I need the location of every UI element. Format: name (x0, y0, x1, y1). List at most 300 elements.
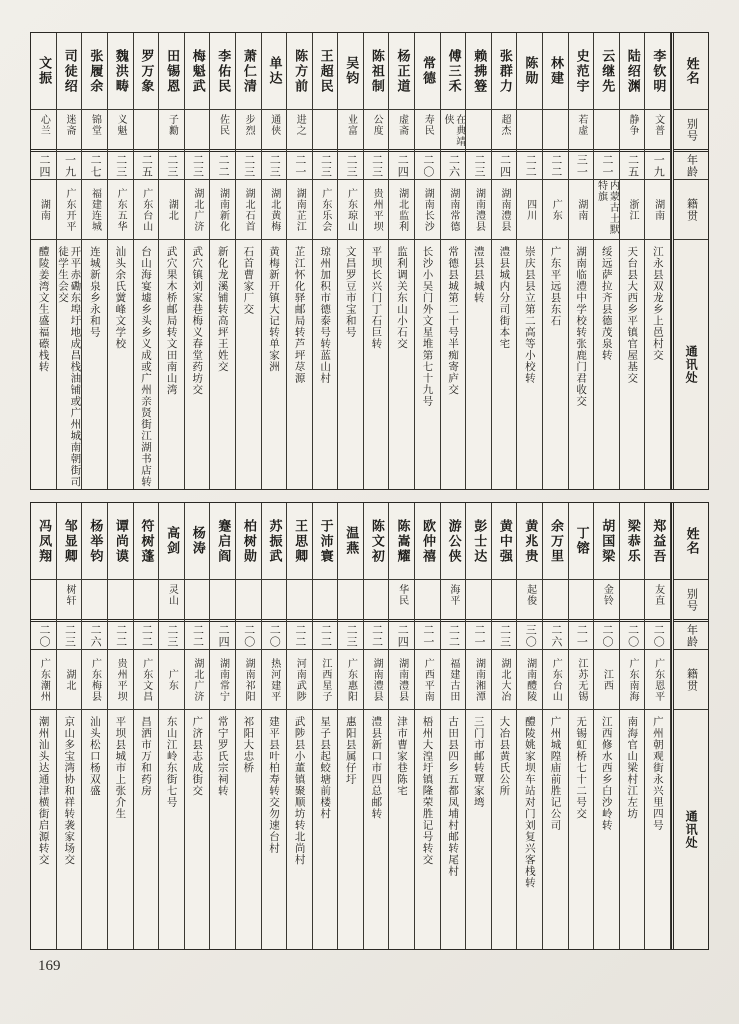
person-age-cell: 二三 (159, 619, 184, 649)
directory-table-bottom (30, 502, 709, 950)
person-alias-cell (620, 579, 645, 619)
person-alias-cell: 友直 (645, 579, 670, 619)
person-name-cell: 李钦明 (650, 48, 666, 94)
person-origin-cell: 广西平南 (415, 649, 440, 709)
person-addr-cell: 昌洒市万和药房 (134, 709, 159, 949)
person-alias-cell (262, 579, 287, 619)
person-addr-cell: 文昌罗豆市宝和号 (338, 239, 363, 489)
person-addr-cell: 东山江岭东街七号 (159, 709, 184, 949)
person-name-cell: 杨涛 (189, 526, 205, 556)
person-addr-cell: 连城新泉乡永和号 (82, 239, 107, 489)
person-age-cell: 二一 (415, 619, 440, 649)
person-origin-cell: 广东台山 (134, 179, 159, 239)
header-origin-label: 籍贯 (674, 649, 708, 709)
person-column (620, 503, 646, 949)
person-name-cell: 符树蓬 (138, 518, 154, 564)
person-addr-cell: 潮州汕头达通津横街启源转交 (31, 709, 56, 949)
person-age-cell: 二一 (569, 619, 594, 649)
person-column (108, 33, 134, 489)
person-name-cell: 陈方前 (292, 48, 308, 94)
person-name-cell: 史范宇 (573, 48, 589, 94)
header-addr-label: 通讯处 (674, 239, 708, 489)
person-addr-cell: 常德县城第二十号半痴寄庐交 (441, 239, 466, 489)
person-age-cell: 二六 (82, 619, 107, 649)
person-column (466, 503, 492, 949)
person-origin-cell: 湖北监利 (389, 179, 414, 239)
person-origin-cell: 湖南芷江 (287, 179, 312, 239)
person-origin-cell: 湖南常宁 (210, 649, 235, 709)
person-age-cell: 二七 (82, 149, 107, 179)
person-alias-cell (236, 579, 261, 619)
person-alias-cell (466, 579, 491, 619)
person-name-cell: 云继先 (599, 48, 615, 94)
person-addr-cell: 澧县城内分司街本宅 (492, 239, 517, 489)
person-age-cell: 二二 (517, 149, 542, 179)
person-column (210, 503, 236, 949)
person-alias-cell: 迷斋 (57, 109, 82, 149)
person-column (82, 503, 108, 949)
person-age-cell: 二四 (492, 149, 517, 179)
person-origin-cell: 广东琼山 (338, 179, 363, 239)
person-addr-cell: 绥远萨拉齐县德茂泉转 (594, 239, 619, 489)
person-addr-cell: 石首曹家厂交 (236, 239, 261, 489)
person-alias-cell: 静争 (620, 109, 645, 149)
person-age-cell: 二三 (236, 149, 261, 179)
person-origin-cell: 湖南澧县 (364, 649, 389, 709)
person-alias-cell: 进之 (287, 109, 312, 149)
person-alias-cell: 若虚 (569, 109, 594, 149)
person-column (415, 503, 441, 949)
person-addr-cell: 琼州加积市德泰号转蓝山村 (313, 239, 338, 489)
person-name-cell: 谭尚谟 (112, 518, 128, 564)
person-age-cell: 二二 (364, 619, 389, 649)
person-addr-cell: 平坝县城市上张介生 (108, 709, 133, 949)
person-origin-cell: 浙江 (620, 179, 645, 239)
person-age-cell: 二二 (108, 619, 133, 649)
person-column (517, 503, 543, 949)
person-age-cell: 一九 (645, 149, 670, 179)
person-addr-cell: 澧县新口市四总邮转 (364, 709, 389, 949)
person-name-cell: 陈文初 (368, 518, 384, 564)
person-addr-cell: 武陟县小董镇聚顺坊转北尚村 (287, 709, 312, 949)
person-origin-cell: 湖南 (645, 179, 670, 239)
person-origin-cell: 广东梅县 (82, 649, 107, 709)
person-name-cell: 丁镕 (573, 526, 589, 556)
person-age-cell: 二〇 (415, 149, 440, 179)
person-age-cell: 二〇 (31, 619, 56, 649)
person-age-cell: 二一 (594, 149, 619, 179)
person-column (236, 33, 262, 489)
person-origin-cell: 湖北 (159, 179, 184, 239)
person-name-cell: 林建 (548, 56, 563, 86)
person-origin-cell: 湖南新化 (210, 179, 235, 239)
person-addr-cell: 开平赤磡东埠圩地成昌栈油铺或广州城南朝街司徒学生会交 (57, 239, 82, 489)
person-age-cell: 二三 (338, 619, 363, 649)
person-origin-cell: 广东文昌 (134, 649, 159, 709)
person-addr-cell: 京山多宝湾协和祥转袭家场交 (57, 709, 82, 949)
person-origin-cell: 热河建平 (262, 649, 287, 709)
person-alias-cell (210, 579, 235, 619)
person-addr-cell: 无锡虹桥七十二号交 (569, 709, 594, 949)
person-origin-cell: 湖南澧县 (389, 649, 414, 709)
person-alias-cell: 公度 (364, 109, 389, 149)
header-name-label: 姓名 (683, 527, 699, 555)
person-name-cell: 田锡恩 (164, 48, 180, 94)
person-column (262, 33, 288, 489)
person-age-cell: 二三 (466, 149, 491, 179)
person-alias-cell: 步烈 (236, 109, 261, 149)
person-addr-cell: 三门市邮转覃家塆 (466, 709, 491, 949)
person-origin-cell: 湖南常德 (441, 179, 466, 239)
person-age-cell: 二二 (210, 149, 235, 179)
person-age-cell: 二二 (287, 619, 312, 649)
person-addr-cell: 醴陵姜湾文生盛福礤栈转 (31, 239, 56, 489)
person-addr-cell: 祁阳大忠桥 (236, 709, 261, 949)
person-origin-cell: 四川 (517, 179, 542, 239)
header-alias-label: 别号 (674, 109, 708, 149)
person-column (134, 33, 160, 489)
person-name-cell: 张履余 (87, 48, 103, 94)
person-age-cell: 二〇 (594, 619, 619, 649)
person-addr-cell: 惠阳县属仔圩 (338, 709, 363, 949)
person-alias-cell: 业富 (338, 109, 363, 149)
person-addr-cell: 新化龙溪铺转高坪王姓交 (210, 239, 235, 489)
person-addr-cell: 汕头松口杨双盛 (82, 709, 107, 949)
person-column (364, 503, 390, 949)
person-addr-cell: 武穴镇刘家巷梅义春堂药坊交 (185, 239, 210, 489)
person-name-cell: 吴钧 (343, 56, 359, 86)
person-name-cell: 文振 (36, 56, 52, 86)
person-column (543, 503, 569, 949)
person-addr-cell: 津市曹家巷陈宅 (389, 709, 414, 949)
person-age-cell: 二〇 (645, 619, 670, 649)
person-addr-cell: 广州朝观街永兴里四号 (645, 709, 670, 949)
person-origin-cell: 湖北广济 (185, 179, 210, 239)
person-alias-cell (134, 109, 159, 149)
person-origin-cell: 江西 (594, 649, 619, 709)
person-alias-cell (594, 109, 619, 149)
person-column (287, 503, 313, 949)
person-alias-cell (492, 579, 517, 619)
person-column (236, 503, 262, 949)
person-name-cell: 梅魁武 (189, 48, 205, 94)
person-column (492, 33, 518, 489)
person-origin-cell: 广东台山 (543, 649, 568, 709)
person-column (159, 503, 185, 949)
person-name-cell: 欧仲禧 (420, 518, 436, 564)
person-alias-cell: 金铃 (594, 579, 619, 619)
person-addr-cell: 广州城隍庙前胜记公司 (543, 709, 568, 949)
person-column (31, 503, 57, 949)
page-number: 169 (38, 958, 61, 974)
person-origin-cell: 广东五华 (108, 179, 133, 239)
header-addr-label: 通讯处 (674, 709, 708, 949)
table-header-column (671, 503, 708, 949)
person-column (313, 33, 339, 489)
person-name-cell: 杨举钧 (87, 518, 103, 564)
person-name-cell: 游公侠 (445, 518, 461, 564)
person-origin-cell: 广东潮州 (31, 649, 56, 709)
person-addr-cell: 台山海宴墟乡头乡义成或广州亲贤街江湖书店转 (134, 239, 159, 489)
person-age-cell: 二三 (159, 149, 184, 179)
person-alias-cell (415, 579, 440, 619)
person-addr-cell: 天台县大西乡平镇官屋基交 (620, 239, 645, 489)
person-addr-cell: 江西修水西乡白沙岭转 (594, 709, 619, 949)
person-name-cell: 陈祖制 (368, 48, 384, 94)
person-alias-cell: 义魁 (108, 109, 133, 149)
person-age-cell: 二一 (466, 619, 491, 649)
person-addr-cell: 南海官山梁村江左坊 (620, 709, 645, 949)
person-column (134, 503, 160, 949)
person-addr-cell: 建平县叶柏寿转交勿速台村 (262, 709, 287, 949)
person-name-cell: 于沛寰 (317, 518, 333, 564)
person-column (338, 33, 364, 489)
person-column (466, 33, 492, 489)
person-addr-cell: 崇庆县县立第二高等小校转 (517, 239, 542, 489)
person-column (57, 33, 83, 489)
person-name-cell: 傅三禾 (445, 48, 461, 94)
person-alias-cell (543, 579, 568, 619)
person-age-cell: 二四 (31, 149, 56, 179)
person-origin-cell: 湖北大冶 (492, 649, 517, 709)
person-addr-cell: 古田县四乡五都凤埔村邮转尾村 (441, 709, 466, 949)
person-alias-cell: 虚斋 (389, 109, 414, 149)
person-alias-cell (517, 109, 542, 149)
person-column (364, 33, 390, 489)
person-age-cell: 二三 (185, 149, 210, 179)
person-age-cell: 二四 (210, 619, 235, 649)
person-alias-cell: 通侠 (262, 109, 287, 149)
person-name-cell: 赖拂簦 (471, 48, 487, 94)
person-alias-cell: 佐民 (210, 109, 235, 149)
person-column (594, 503, 620, 949)
person-column (108, 503, 134, 949)
person-addr-cell: 大冶县黄氏公所 (492, 709, 517, 949)
person-age-cell: 二二 (134, 619, 159, 649)
person-alias-cell: 华民 (389, 579, 414, 619)
person-column (185, 33, 211, 489)
person-origin-cell: 湖北 (57, 649, 82, 709)
person-alias-cell (466, 109, 491, 149)
person-age-cell: 二六 (543, 619, 568, 649)
person-origin-cell: 广东 (543, 179, 568, 239)
person-origin-cell: 湖南澧县 (492, 179, 517, 239)
person-age-cell: 二五 (134, 149, 159, 179)
person-addr-cell: 常宁罗氏宗祠转 (210, 709, 235, 949)
person-name-cell: 柏树勋 (240, 518, 256, 564)
person-alias-cell (287, 579, 312, 619)
table-header-column (671, 33, 708, 489)
person-origin-cell: 福建古田 (441, 649, 466, 709)
person-name-cell: 苏振武 (266, 518, 282, 564)
person-addr-cell: 湖南临澧中学校转张鹿门君收交 (569, 239, 594, 489)
person-name-cell: 梁恭乐 (624, 518, 640, 564)
person-column (517, 33, 543, 489)
person-addr-cell: 芷江怀化驿邮局转芦坪荩源 (287, 239, 312, 489)
person-age-cell: 二三 (313, 149, 338, 179)
person-column (159, 33, 185, 489)
person-column (620, 33, 646, 489)
person-name-cell: 胡国梁 (599, 518, 615, 564)
person-origin-cell: 江苏无锡 (569, 649, 594, 709)
person-alias-cell (31, 579, 56, 619)
person-column (313, 503, 339, 949)
person-name-cell: 黄兆贵 (522, 518, 538, 564)
person-column (441, 33, 467, 489)
person-column (492, 503, 518, 949)
person-addr-cell: 梧州大湟圩镇隆荣胜记号转交 (415, 709, 440, 949)
person-alias-cell (543, 109, 568, 149)
person-addr-cell: 汕头余氏黉峰文学校 (108, 239, 133, 489)
person-column (389, 503, 415, 949)
person-addr-cell: 长沙小吴门外文星堆第七十九号 (415, 239, 440, 489)
person-name-cell: 常德 (420, 56, 436, 86)
person-name-cell: 温燕 (343, 526, 359, 556)
person-origin-cell: 湖南醴陵 (517, 649, 542, 709)
person-alias-cell: 树轩 (57, 579, 82, 619)
person-alias-cell: 在典靖侠 (441, 109, 466, 149)
person-name-cell: 张群力 (496, 48, 512, 94)
person-alias-cell: 锦堂 (82, 109, 107, 149)
person-alias-cell: 灵山 (159, 579, 184, 619)
person-column (415, 33, 441, 489)
person-age-cell: 一九 (57, 149, 82, 179)
person-alias-cell (569, 579, 594, 619)
person-origin-cell: 福建连城 (82, 179, 107, 239)
person-age-cell: 二五 (620, 149, 645, 179)
person-origin-cell: 河南武陟 (287, 649, 312, 709)
person-origin-cell: 湖南 (31, 179, 56, 239)
person-name-cell: 郑益吾 (650, 518, 666, 564)
person-origin-cell: 湖北石首 (236, 179, 261, 239)
person-name-cell: 余万里 (548, 518, 563, 564)
person-column (338, 503, 364, 949)
person-origin-cell: 湖北黄梅 (262, 179, 287, 239)
person-name-cell: 陈嵩耀 (394, 518, 410, 564)
person-origin-cell: 湖南湘潭 (466, 649, 491, 709)
person-alias-cell (313, 109, 338, 149)
directory-table-top (30, 32, 709, 490)
person-alias-cell (185, 109, 210, 149)
person-age-cell: 二〇 (620, 619, 645, 649)
person-addr-cell: 广济县志成街交 (185, 709, 210, 949)
person-origin-cell: 内蒙古土默特旗 (594, 179, 619, 239)
person-addr-cell: 澧县县城转 (466, 239, 491, 489)
person-age-cell: 二二 (313, 619, 338, 649)
person-name-cell: 蹇启阎 (215, 518, 231, 564)
person-column (645, 503, 671, 949)
person-origin-cell: 贵州平坝 (108, 649, 133, 709)
person-alias-cell: 心兰 (31, 109, 56, 149)
person-origin-cell: 江西星子 (313, 649, 338, 709)
person-name-cell: 陆绍渊 (624, 48, 640, 94)
person-origin-cell: 湖南长沙 (415, 179, 440, 239)
person-alias-cell (364, 579, 389, 619)
person-column (185, 503, 211, 949)
person-origin-cell: 广东乐会 (313, 179, 338, 239)
person-alias-cell (82, 579, 107, 619)
person-origin-cell: 广东 (159, 649, 184, 709)
person-origin-cell: 广东惠阳 (338, 649, 363, 709)
person-age-cell: 二三 (364, 149, 389, 179)
person-alias-cell: 文普 (645, 109, 670, 149)
header-age-label: 年龄 (674, 619, 708, 649)
person-column (287, 33, 313, 489)
person-name-cell: 邹显卿 (61, 518, 77, 564)
person-alias-cell (185, 579, 210, 619)
person-name-cell: 黄中强 (496, 518, 512, 564)
person-age-cell: 二二 (543, 149, 568, 179)
person-age-cell: 二三 (338, 149, 363, 179)
person-column (645, 33, 671, 489)
person-age-cell: 三〇 (517, 619, 542, 649)
person-column (569, 33, 595, 489)
person-name-cell: 萧仁清 (240, 48, 256, 94)
person-origin-cell: 湖南澧县 (466, 179, 491, 239)
person-addr-cell: 监利调关东山小石交 (389, 239, 414, 489)
person-name-cell: 罗万象 (138, 48, 154, 94)
person-origin-cell: 贵州平坝 (364, 179, 389, 239)
header-name-label: 姓名 (683, 57, 699, 85)
person-addr-cell: 江永县双龙乡上邑村交 (645, 239, 670, 489)
person-age-cell: 二三 (262, 149, 287, 179)
person-column (441, 503, 467, 949)
person-age-cell: 二一 (287, 149, 312, 179)
person-name-cell: 冯凤翔 (36, 518, 52, 564)
person-column (262, 503, 288, 949)
person-age-cell: 二六 (441, 149, 466, 179)
person-alias-cell: 起俊 (517, 579, 542, 619)
person-age-cell: 二〇 (236, 619, 261, 649)
person-alias-cell: 子勷 (159, 109, 184, 149)
person-origin-cell: 湖南祁阳 (236, 649, 261, 709)
person-age-cell: 二三 (57, 619, 82, 649)
person-column (569, 503, 595, 949)
person-origin-cell: 广东南海 (620, 649, 645, 709)
person-alias-cell (313, 579, 338, 619)
person-column (31, 33, 57, 489)
header-age-label: 年龄 (674, 149, 708, 179)
person-name-cell: 王思卿 (292, 518, 308, 564)
person-column (543, 33, 569, 489)
person-name-cell: 彭士达 (471, 518, 487, 564)
person-alias-cell: 超杰 (492, 109, 517, 149)
person-origin-cell: 广东恩平 (645, 649, 670, 709)
person-name-cell: 高剑 (164, 526, 180, 556)
person-column (594, 33, 620, 489)
person-alias-cell: 海平 (441, 579, 466, 619)
person-column (82, 33, 108, 489)
person-age-cell: 二四 (389, 149, 414, 179)
person-origin-cell: 湖南 (569, 179, 594, 239)
person-column (389, 33, 415, 489)
person-age-cell: 二四 (389, 619, 414, 649)
header-alias-label: 别号 (674, 579, 708, 619)
person-addr-cell: 星子县起蛟塘前楼村 (313, 709, 338, 949)
person-age-cell: 二二 (441, 619, 466, 649)
person-age-cell: 二三 (492, 619, 517, 649)
person-age-cell: 二〇 (262, 619, 287, 649)
person-name-cell: 王超民 (317, 48, 333, 94)
person-addr-cell: 武穴果木桥邮局转文田南山湾 (159, 239, 184, 489)
person-age-cell: 二二 (185, 619, 210, 649)
person-name-cell: 陈勋 (522, 56, 538, 86)
person-addr-cell: 黄梅新开镇大记转单家洲 (262, 239, 287, 489)
person-origin-cell: 广东开平 (57, 179, 82, 239)
person-column (57, 503, 83, 949)
person-alias-cell (134, 579, 159, 619)
person-name-cell: 单达 (266, 56, 282, 86)
